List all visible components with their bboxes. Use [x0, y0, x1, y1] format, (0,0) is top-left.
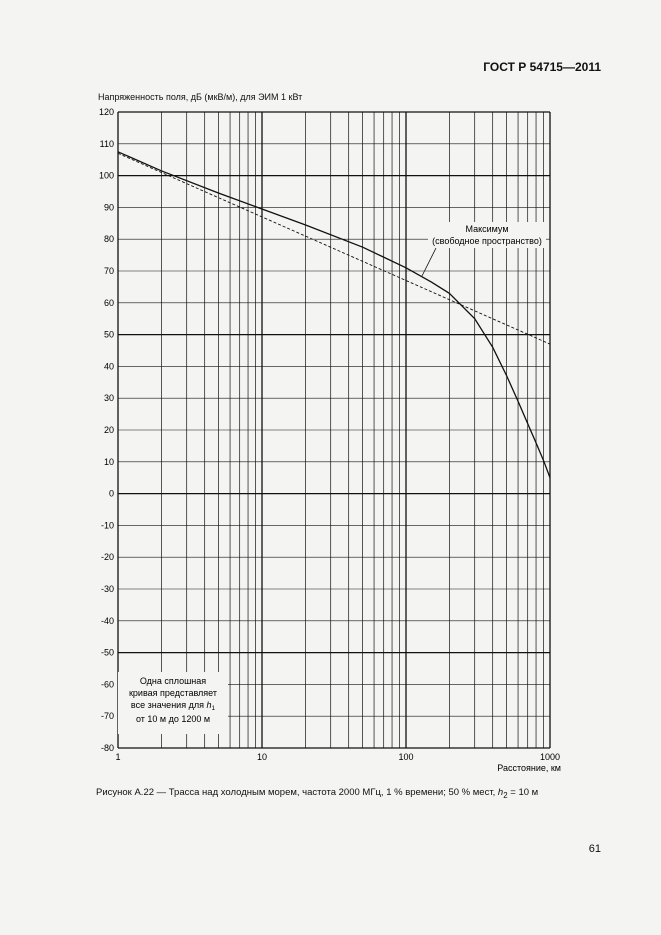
- grid-lines: [118, 112, 550, 748]
- y-tick-label: 0: [108, 488, 114, 499]
- y-tick-label: 50: [103, 329, 114, 340]
- x-tick-label: 100: [398, 752, 414, 762]
- note-line2: кривая представляет: [128, 688, 218, 698]
- figure-caption: Рисунок А.22 — Трасса над холодным морем, частота 2000 МГц, 1 % времени; 50 % мест, $h_2 = 10$ м: [96, 787, 539, 800]
- x-tick-label: 10: [256, 752, 268, 762]
- tick-labels: [99, 107, 560, 762]
- annotations: [118, 222, 546, 734]
- note-line1: Одна сплошная: [139, 676, 207, 686]
- y-tick-label: 10: [103, 456, 114, 467]
- y-tick-label: -30: [100, 584, 114, 594]
- y-tick-label: -50: [100, 647, 114, 658]
- y-tick-label: 120: [98, 107, 114, 117]
- y-tick-label: 30: [103, 393, 114, 404]
- max-label-line2: (свободное пространство): [432, 236, 542, 246]
- note-line3: все значения для $h_1$: [130, 700, 216, 712]
- y-tick-label: 60: [103, 297, 114, 308]
- x-tick-label: 1: [115, 752, 121, 762]
- y-tick-label: 80: [103, 234, 114, 245]
- page-number: 61: [588, 843, 601, 855]
- y-tick-label: 20: [103, 425, 114, 435]
- series-line-main: [118, 152, 550, 478]
- y-tick-label: -60: [100, 679, 114, 690]
- x-tick-label: 1000: [539, 752, 561, 762]
- note-line4: от 10 м до 1200 м: [135, 714, 211, 724]
- y-tick-label: -20: [100, 552, 114, 563]
- series-line-free-space: [118, 153, 550, 344]
- max-label-leader: [422, 248, 436, 276]
- y-tick-label: -70: [100, 711, 114, 722]
- y-tick-label: 40: [103, 361, 114, 372]
- document-standard-number: ГОСТ Р 54715—2011: [483, 60, 601, 74]
- y-tick-label: 70: [103, 266, 114, 276]
- max-label-line1: Максимум: [465, 224, 509, 234]
- y-axis-label: Напряженность поля, дБ (мкВ/м), для ЭИМ 1 кВт: [98, 92, 303, 102]
- y-tick-label: 90: [103, 202, 114, 213]
- series-lines: [118, 152, 550, 478]
- y-tick-label: -40: [100, 615, 114, 626]
- y-tick-label: -80: [100, 743, 114, 753]
- y-tick-label: 110: [99, 138, 114, 149]
- x-axis-label: Расстояние, км: [497, 763, 561, 773]
- y-tick-label: 100: [98, 170, 114, 181]
- y-tick-label: -10: [100, 520, 114, 531]
